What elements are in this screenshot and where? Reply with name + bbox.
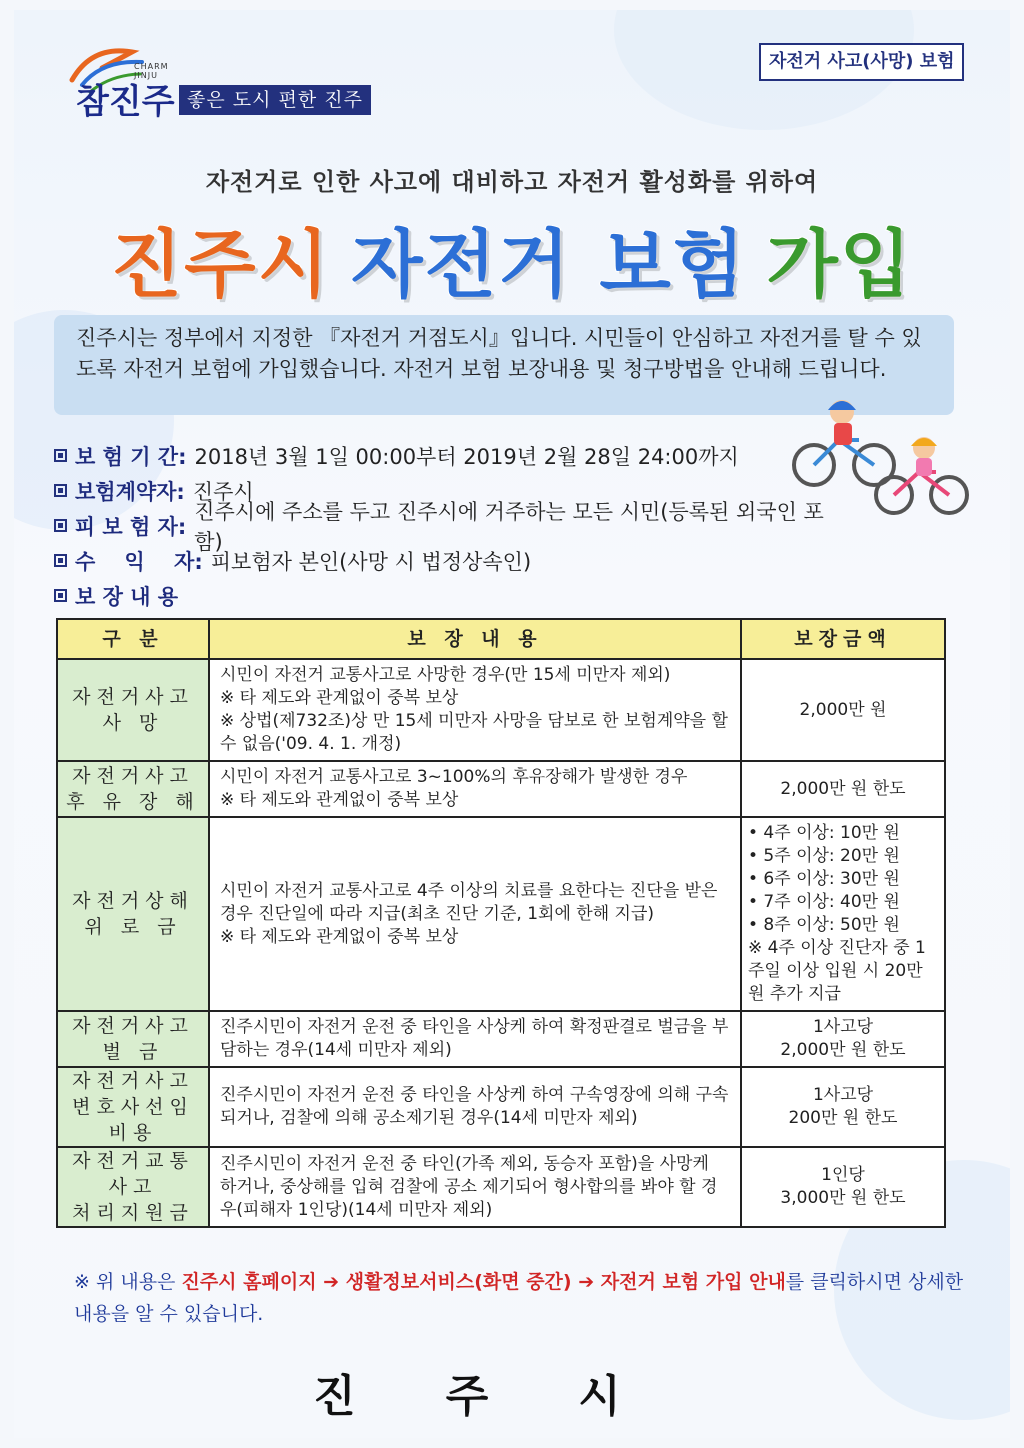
title-part-join: 가입	[766, 222, 914, 308]
header-category: 구 분	[57, 619, 209, 659]
content-line: ※ 타 제도와 관계없이 중복 보상	[220, 688, 459, 708]
category-line: 자전거사고	[72, 765, 194, 787]
amount-cell	[741, 1011, 945, 1067]
info-value: 피보험자 본인(사망 시 법정상속인)	[210, 549, 532, 574]
coverage-table	[56, 618, 946, 1228]
amount-line: 200만 원 한도	[788, 1108, 898, 1128]
content-cell	[209, 1147, 741, 1227]
header-content: 보 장 내 용	[209, 619, 741, 659]
square-bullet-icon	[54, 589, 67, 602]
amount-line: • 7주 이상: 40만 원	[748, 892, 900, 912]
content-line: 진주시민이 자전거 운전 중 타인(가족 제외, 동승자 포함)을 사망케 하거나, 중상해를 입혀 검찰에 공소 제기되어 형사합의를 봐야 할 경우(피해자 1인당)(14세 미만자 제외)	[220, 1153, 718, 1220]
policy-info	[54, 438, 834, 613]
content-line: 진주시민이 자전거 운전 중 타인을 사상케 하여 확정판결로 벌금을 부담하는 경우(14세 미만자 제외)	[220, 1017, 729, 1060]
logo-text: 참진주	[76, 82, 175, 122]
arrow-icon: ➔	[571, 1271, 601, 1293]
info-value: 진주시에 주소를 두고 진주시에 거주하는 모든 시민(등록된 외국인 포함)	[194, 499, 824, 554]
info-label: 피 보 험 자:	[74, 514, 187, 539]
title-part-bike-insurance: 자전거 보험	[351, 222, 747, 308]
square-bullet-icon	[54, 449, 67, 462]
poster-page	[14, 10, 1010, 1438]
info-label: 수 익 자:	[75, 549, 203, 574]
amount-line: • 6주 이상: 30만 원	[748, 869, 900, 889]
category-line: 자전거사고	[72, 1070, 194, 1092]
info-row-coverage	[54, 578, 834, 613]
content-line: ※ 상법(제732조)상 만 15세 미만자 사망을 담보로 한 보험계약을 할 수 없음('09. 4. 1. 개정)	[220, 711, 728, 754]
square-bullet-icon	[54, 519, 67, 532]
table-row	[57, 761, 945, 817]
content-cell	[209, 1011, 741, 1067]
category-cell	[57, 1011, 209, 1067]
footnote-suffix: 를 클릭하시면 상세한 내용을 알 수 있습니다.	[74, 1271, 964, 1325]
content-line: 시민이 자전거 교통사고로 4주 이상의 치료를 요한다는 진단을 받은 경우 진단일에 따라 지급(최초 진단 기준, 1회에 한해 지급)	[220, 880, 718, 924]
footnote-homepage-link[interactable]: 진주시 홈페이지	[181, 1271, 317, 1293]
category-cell	[57, 1067, 209, 1147]
amount-line: 1인당	[821, 1165, 865, 1185]
amount-cell	[741, 1147, 945, 1227]
table-row	[57, 817, 945, 1011]
amount-cell	[741, 761, 945, 817]
content-line: 진주시민이 자전거 운전 중 타인을 사상케 하여 구속영장에 의해 구속되거나, 검찰에 의해 공소제기된 경우(14세 미만자 제외)	[220, 1085, 729, 1128]
amount-line: 3,000만 원 한도	[780, 1188, 906, 1208]
amount-line: • 4주 이상: 10만 원	[748, 823, 900, 843]
category-cell	[57, 761, 209, 817]
subtitle: 자전거로 인한 사고에 대비하고 자전거 활성화를 위하여	[205, 168, 819, 196]
amount-line: 2,000만 원	[799, 699, 887, 720]
category-line: 후 유 장 해	[66, 791, 200, 813]
info-label: 보험계약자:	[75, 479, 185, 504]
category-line: 변호사선임비용	[72, 1096, 194, 1144]
content-cell	[209, 1067, 741, 1147]
info-label: 보 험 기 간:	[75, 444, 187, 469]
square-bullet-icon	[54, 484, 67, 497]
category-line: 사 망	[102, 712, 164, 734]
amount-line: 1사고당	[812, 1017, 874, 1037]
city-logo	[62, 40, 182, 130]
table-row	[57, 1011, 945, 1067]
amount-cell	[741, 659, 945, 761]
info-value: 진주시	[192, 479, 254, 504]
content-cell	[209, 659, 741, 761]
intro-text: 진주시는 정부에서 지정한 『자전거 거점도시』입니다. 시민들이 안심하고 자전거를 탈 수 있도록 자전거 보험에 가입했습니다. 자전거 보험 보장내용 및 청구방법을 안내해 드립니다.	[76, 326, 922, 381]
content-cell	[209, 761, 741, 817]
amount-line: 2,000만 원 한도	[780, 778, 906, 799]
info-value: 2018년 3월 1일 00:00부터 2019년 2월 28일 24:00까지	[194, 444, 739, 469]
table-row	[57, 1147, 945, 1227]
amount-line: • 5주 이상: 20만 원	[748, 846, 900, 866]
info-row-period	[54, 438, 834, 473]
issuer-city: 진주시	[313, 1371, 711, 1422]
content-cell	[209, 817, 741, 1011]
footnote	[74, 1266, 974, 1330]
content-line: ※ 타 제도와 관계없이 중복 보상	[220, 790, 459, 810]
square-bullet-icon	[54, 554, 67, 567]
category-line: 자전거상해	[72, 890, 194, 912]
table-row	[57, 1067, 945, 1147]
logo-subtext: CHARM JINJU	[134, 62, 169, 80]
amount-cell	[741, 817, 945, 1011]
amount-line: • 8주 이상: 50만 원	[748, 915, 900, 935]
content-line: ※ 타 제도와 관계없이 중복 보상	[220, 926, 459, 947]
info-row-insured	[54, 499, 834, 554]
insurance-badge: 자전거 사고(사망) 보험	[759, 43, 964, 81]
amount-line: 1사고당	[812, 1085, 874, 1105]
footnote-guide-link[interactable]: 자전거 보험 가입 안내	[600, 1271, 786, 1293]
amount-line: ※ 4주 이상 진단자 중 1주일 이상 입원 시 20만 원 추가 지급	[748, 938, 926, 1004]
arrow-icon: ➔	[316, 1271, 346, 1293]
amount-line: 2,000만 원 한도	[780, 1040, 906, 1060]
category-line: 자전거사고	[72, 686, 194, 708]
footnote-prefix: ※ 위 내용은	[74, 1271, 182, 1293]
info-label: 보 장 내 용	[75, 584, 179, 609]
amount-list	[748, 822, 938, 1006]
amount-cell	[741, 1067, 945, 1147]
category-line: 자전거교통사고	[72, 1150, 194, 1198]
category-cell	[57, 1147, 209, 1227]
content-line: 시민이 자전거 교통사고로 사망한 경우(만 15세 미만자 제외)	[220, 665, 671, 685]
slogan: 좋은 도시 편한 진주	[179, 85, 371, 115]
content-line: 시민이 자전거 교통사고로 3~100%의 후유장해가 발생한 경우	[220, 767, 688, 787]
header-amount: 보장금액	[741, 619, 945, 659]
category-line: 자전거사고	[72, 1015, 194, 1037]
page-title	[14, 206, 1010, 312]
footnote-service-link[interactable]: 생활정보서비스(화면 중간)	[345, 1271, 572, 1293]
category-line: 처리지원금	[72, 1202, 194, 1224]
category-cell	[57, 817, 209, 1011]
table-header-row	[57, 619, 945, 659]
title-part-city: 진주시	[110, 222, 332, 308]
category-line: 벌 금	[102, 1041, 164, 1063]
category-line: 위 로 금	[84, 916, 182, 938]
table-row	[57, 659, 945, 761]
category-cell	[57, 659, 209, 761]
